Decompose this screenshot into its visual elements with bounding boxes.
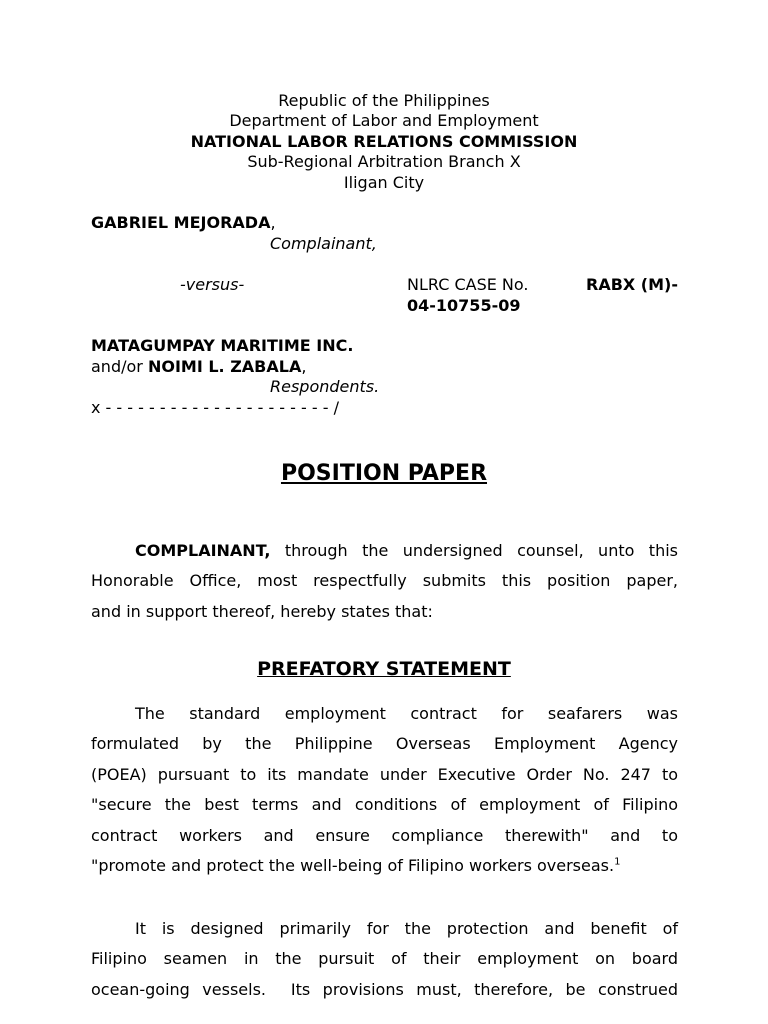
header-branch: Sub-Regional Arbitration Branch X — [247, 152, 521, 171]
case-label: NLRC CASE No. — [407, 275, 529, 294]
caption-separator: x - - - - - - - - - - - - - - - - - - - - - / — [91, 398, 339, 417]
case-number-part1: RABX (M)- — [586, 275, 678, 294]
complainant-name-line — [91, 213, 276, 232]
para2-line-1 — [91, 919, 678, 949]
complainant-name: GABRIEL MEJORADA — [91, 213, 271, 232]
section-heading: PREFATORY STATEMENT — [257, 658, 511, 680]
complainant-comma: , — [270, 213, 276, 232]
case-number-line1 — [407, 275, 678, 294]
para1-line-5: contract workers and ensure compliance therewith" and to — [91, 826, 678, 845]
para1-line-6-text: "promote and protect the well-being of Filipino workers overseas. — [91, 856, 615, 875]
respondent-connector: and/or — [91, 357, 143, 376]
intro-line1-rest: through the undersigned counsel, unto this — [284, 541, 678, 560]
document-title: POSITION PAPER — [280, 461, 488, 486]
para1-line-3: (POEA) pursuant to its mandate under Executive Order No. 247 to — [91, 765, 678, 784]
para1-line-1 — [91, 704, 678, 734]
para1-line-6 — [91, 856, 620, 875]
header-commission: NATIONAL LABOR RELATIONS COMMISSION — [190, 132, 578, 151]
complainant-role: Complainant, — [270, 234, 377, 253]
para2-line-2: Filipino seamen in the pursuit of their employment on board — [91, 949, 678, 968]
intro-line-2: Honorable Office, most respectfully submits this position paper, — [91, 571, 678, 590]
respondent-comma: , — [301, 357, 307, 376]
respondent-person-line — [91, 357, 306, 376]
respondent-company: MATAGUMPAY MARITIME INC. — [91, 336, 354, 355]
para1-line-4: "secure the best terms and conditions of employment of Filipino — [91, 795, 678, 814]
para1-line-2: formulated by the Philippine Overseas Employment Agency — [91, 734, 678, 753]
respondent-person: NOIMI L. ZABALA — [147, 357, 302, 376]
header-department: Department of Labor and Employment — [229, 111, 539, 130]
para2-line-3: ocean-going vessels. Its provisions must, therefore, be construed — [91, 980, 678, 999]
para2-line-1-text: It is designed primarily for the protection and benefit of — [135, 919, 678, 938]
intro-lead: COMPLAINANT, — [135, 541, 271, 560]
respondents-role: Respondents. — [270, 377, 380, 396]
footnote-ref[interactable]: 1 — [614, 856, 621, 868]
header-republic: Republic of the Philippines — [278, 91, 490, 110]
case-number-part2: 04-10755-09 — [407, 296, 521, 315]
header-city: Iligan City — [343, 173, 425, 192]
intro-line-1 — [91, 541, 678, 571]
versus-label: -versus- — [180, 275, 245, 294]
para1-line-1-text: The standard employment contract for seafarers was — [135, 704, 678, 723]
intro-line-3: and in support thereof, hereby states that: — [91, 602, 433, 621]
